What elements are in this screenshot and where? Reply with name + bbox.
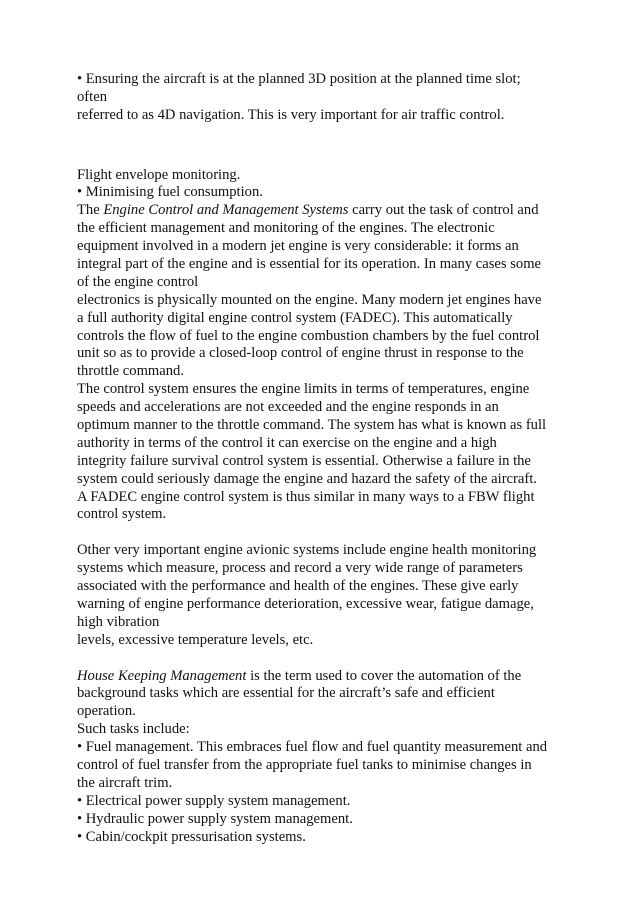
text-line-hk-intro [77,668,567,686]
text-line: associated with the performance and health of the engines. These give early [77,578,519,595]
text-line: warning of engine performance deterioration, excessive wear, fatigue damage, [77,595,534,612]
text-line: • Ensuring the aircraft is at the planned 3D position at the planned time slot; [77,71,521,87]
text-line: system could seriously damage the engine and hazard the safety of the aircraft. [77,470,537,487]
text-line: control system. [77,506,167,523]
text-line: integral part of the engine and is essential for its operation. In many cases some [77,256,542,273]
text-line: control of fuel transfer from the appropriate fuel tanks to minimise changes in [77,756,532,773]
text-line: systems which measure, process and record a very wide range of parameters [77,560,523,577]
text-line: background tasks which are essential for the aircraft’s safe and efficient [77,685,495,702]
text-line: Such tasks include: [77,721,190,738]
paragraph-engine-control [77,202,567,524]
text-line: The control system ensures the engine limits in terms of temperatures, engine [77,381,530,398]
text-body [77,71,567,846]
paragraph-health-monitoring [77,542,567,649]
text-line: unit so as to provide a closed-loop control of engine thrust in response to the [77,345,524,362]
text-line: often [77,88,107,105]
text-line: A FADEC engine control system is thus similar in many ways to a FBW flight [77,488,535,505]
text-line: high vibration [77,613,160,630]
text-line: • Fuel management. This embraces fuel flow and fuel quantity measurement and [77,739,548,756]
ecms-prefix: The [77,202,104,219]
paragraph-house-keeping [77,668,567,847]
text-line: a full authority digital engine control system (FADEC). This automatically [77,309,513,326]
paragraph-flight-envelope [77,167,567,203]
text-line: • Cabin/cockpit pressurisation systems. [77,828,306,845]
text-line: integrity failure survival control system is essential. Otherwise a failure in the [77,452,531,469]
text-line: speeds and accelerations are not exceeded and the engine responds in an [77,399,499,416]
text-line: equipment involved in a modern jet engine is very considerable: it forms an [77,238,519,255]
paragraph-gap [77,143,567,167]
hk-suffix: is the term used to cover the automation of the [246,667,522,684]
text-line: the efficient management and monitoring of the engines. The electronic [77,220,495,237]
text-line: electronics is physically mounted on the engine. Many modern jet engines have [77,291,542,308]
ecms-suffix: carry out the task of control and [348,202,539,219]
text-line: Other very important engine avionic systems include engine health monitoring [77,542,537,559]
paragraph-gap [77,650,567,668]
text-line: operation. [77,703,136,720]
text-line: controls the flow of fuel to the engine combustion chambers by the fuel control [77,327,540,344]
text-line: • Electrical power supply system management. [77,792,351,809]
paragraph-gap [77,125,567,143]
text-line: • Minimising fuel consumption. [77,184,263,201]
text-line: referred to as 4D navigation. This is very important for air traffic control. [77,106,505,123]
text-line: optimum manner to the throttle command. The system has what is known as full [77,417,547,434]
hk-term: House Keeping Management [77,667,247,684]
text-line: throttle command. [77,363,184,380]
paragraph-gap [77,524,567,542]
paragraph-4d-navigation [77,71,567,125]
text-line: • Hydraulic power supply system management. [77,810,353,827]
text-line: the aircraft trim. [77,774,173,791]
text-line: Flight envelope monitoring. [77,166,241,183]
ecms-term: Engine Control and Management Systems [103,202,349,219]
text-line: authority in terms of the control it can exercise on the engine and a high [77,434,497,451]
text-line-ecms-intro [77,202,567,220]
text-line: levels, excessive temperature levels, etc. [77,631,314,648]
text-line: of the engine control [77,273,199,290]
